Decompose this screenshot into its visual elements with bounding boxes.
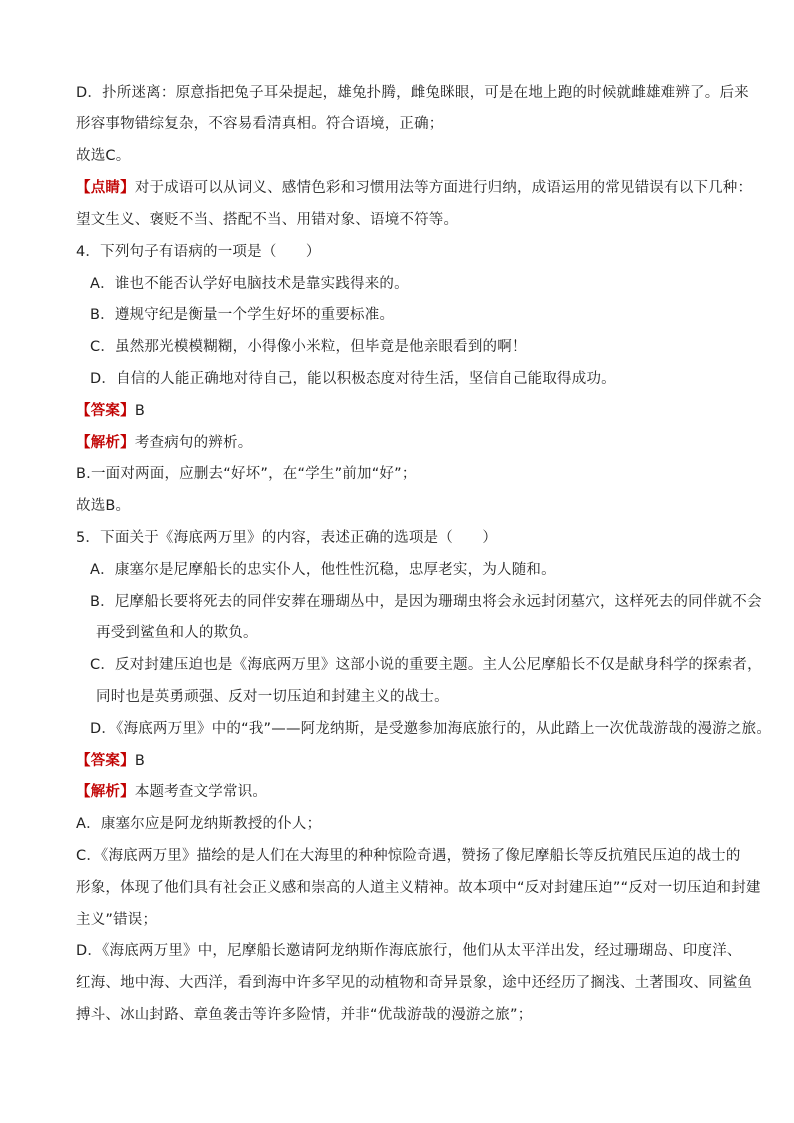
text-line: [76, 941, 742, 961]
section-tag: 【答案】: [76, 403, 135, 419]
text-line: [76, 973, 752, 993]
text-line: [76, 846, 741, 866]
section-tag: 【点睛】: [76, 180, 135, 196]
line-text: A．康塞尔应是阿龙纳斯教授的仆人；: [76, 816, 322, 832]
text-line: [90, 369, 616, 389]
section-tag: 【答案】: [76, 753, 135, 769]
line-text: D．《海底两万里》中，尼摩船长邀请阿龙纳斯作海底旅行，他们从太平洋出发，经过珊瑚岛、印度洋、: [76, 943, 742, 959]
line-text: 形容事物错综复杂，不容易看清真相。符合语境，正确；: [76, 116, 444, 132]
text-line: [76, 146, 130, 166]
text-line: [76, 751, 145, 771]
text-line: [76, 528, 497, 548]
line-text: 形象，体现了他们具有社会正义感和崇高的人道主义精神。故本项中“反对封建压迫”“反对一切压迫和封建: [76, 880, 761, 896]
text-line: [76, 178, 752, 198]
text-line: [90, 592, 762, 612]
text-line: [90, 719, 771, 739]
text-line: [76, 814, 321, 834]
line-text: 故选B。: [76, 498, 131, 514]
section-tag: 【解析】: [76, 435, 135, 451]
text-line: [76, 433, 252, 453]
text-line: [76, 1005, 532, 1025]
line-text: A．康塞尔是尼摩船长的忠实仆人，他性性沉稳，忠厚老实，为人随和。: [90, 562, 556, 578]
line-text: B: [134, 753, 145, 769]
text-line: [76, 114, 444, 134]
text-line: [76, 242, 321, 262]
line-text: B．遵规守纪是衡量一个学生好坏的重要标准。: [90, 307, 395, 323]
line-text: C．虽然那光模模糊糊，小得像小米粒，但毕竟是他亲眼看到的啊！: [90, 339, 527, 355]
line-text: 望文生义、褒贬不当、搭配不当、用错对象、语境不符等。: [76, 212, 459, 228]
line-text: D．自信的人能正确地对待自己，能以积极态度对待生活，坚信自己能取得成功。: [90, 371, 616, 387]
text-line: [90, 655, 762, 675]
line-text: C．《海底两万里》描绘的是人们在大海里的种种惊险奇遇，赞扬了像尼摩船长等反抗殖民压迫的战士的: [76, 848, 741, 864]
line-text: D．扑所迷离：原意指把兔子耳朵提起，雄兔扑腾，雌兔眯眼，可是在地上跑的时候就雌雄难辨了。后来: [76, 85, 749, 101]
text-line: [76, 878, 761, 898]
line-text: 搏斗、冰山封路、章鱼袭击等许多险情，并非“优哉游哉的漫游之旅”；: [76, 1007, 533, 1023]
text-line: [76, 910, 157, 930]
line-text: 对于成语可以从词义、感情色彩和习惯用法等方面进行归纳，成语运用的常见错误有以下几种：: [134, 180, 753, 196]
line-text: B．尼摩船长要将死去的同伴安葬在珊瑚丛中，是因为珊瑚虫将会永远封闭墓穴，这样死去的同伴就不会: [90, 594, 762, 610]
line-text: C．反对封建压迫也是《海底两万里》这部小说的重要主题。主人公尼摩船长不仅是献身科学的探索者，: [90, 657, 762, 673]
line-text: D．《海底两万里》中的“我”——阿龙纳斯，是受邀参加海底旅行的，从此踏上一次优哉游哉的漫游之旅。: [90, 721, 772, 737]
text-line: [96, 623, 258, 643]
line-text: B: [134, 403, 145, 419]
line-text: 再受到鲨鱼和人的欺负。: [96, 625, 258, 641]
line-text: 本题考查文学常识。: [134, 784, 268, 800]
text-line: [90, 560, 556, 580]
text-line: [76, 782, 267, 802]
line-text: B.一面对两面，应删去“好坏”，在“学生”前加“好”；: [76, 466, 417, 482]
line-text: 红海、地中海、大西洋，看到海中许多罕见的动植物和奇异景象，途中还经历了搁浅、土著围攻、同鲨鱼: [76, 975, 753, 991]
line-text: 考查病句的辨析。: [134, 435, 253, 451]
line-text: 4．下列句子有语病的一项是（ ）: [76, 244, 321, 260]
line-text: A．谁也不能否认学好电脑技术是靠实践得来的。: [90, 276, 409, 292]
text-line: [76, 401, 145, 421]
line-text: 故选C。: [76, 148, 131, 164]
text-line: [90, 274, 409, 294]
text-line: [76, 496, 130, 516]
text-line: [76, 210, 458, 230]
text-line: [76, 464, 417, 484]
line-text: 5．下面关于《海底两万里》的内容，表述正确的选项是（ ）: [76, 530, 498, 546]
section-tag: 【解析】: [76, 784, 135, 800]
text-line: [90, 337, 527, 357]
line-text: 主义”错误；: [76, 912, 158, 928]
text-line: [76, 83, 749, 103]
text-line: [90, 305, 394, 325]
line-text: 同时也是英勇顽强、反对一切压迫和封建主义的战士。: [96, 689, 449, 705]
text-line: [96, 687, 449, 707]
